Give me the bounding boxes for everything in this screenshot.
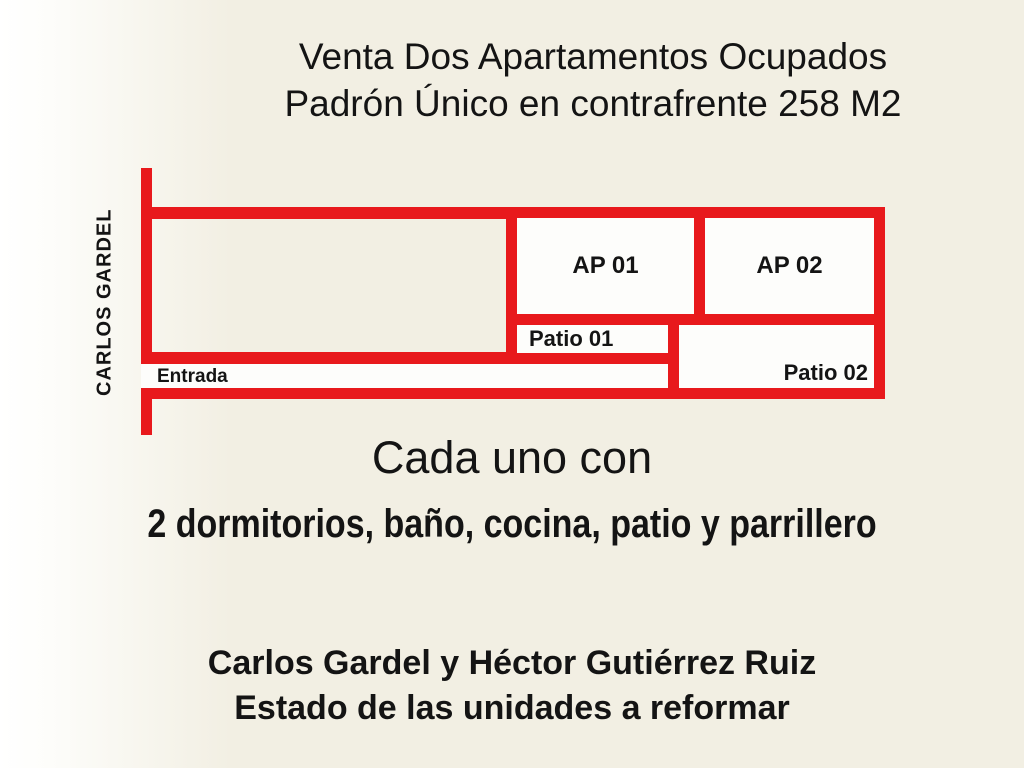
- footer-condition: Estado de las unidades a reformar: [234, 689, 790, 727]
- page-title-line1: Venta Dos Apartamentos Ocupados: [298, 36, 888, 77]
- room-patio02-label: Patio 02: [783, 360, 868, 385]
- entrance-label: Entrada: [157, 366, 228, 387]
- heading: Cada uno con: [371, 432, 653, 483]
- room-ap01: [506, 207, 705, 325]
- room-ap01-label: AP 01: [572, 252, 639, 279]
- street-label: CARLOS GARDEL: [93, 208, 116, 397]
- room-ap02-label: AP 02: [756, 252, 823, 279]
- footer-address: Carlos Gardel y Héctor Gutiérrez Ruiz: [207, 644, 817, 682]
- room-patio01-label: Patio 01: [529, 326, 614, 351]
- footer: [0, 641, 1024, 731]
- features-line: 2 dormitorios, baño, cocina, patio y parrillero: [147, 502, 877, 546]
- room-ap02: [694, 207, 885, 325]
- room-patio02: [668, 314, 885, 399]
- room-patio01: [506, 314, 679, 364]
- page-title-line2: Padrón Único en contrafrente 258 M2: [284, 83, 902, 124]
- street-wall-upper: [141, 168, 152, 364]
